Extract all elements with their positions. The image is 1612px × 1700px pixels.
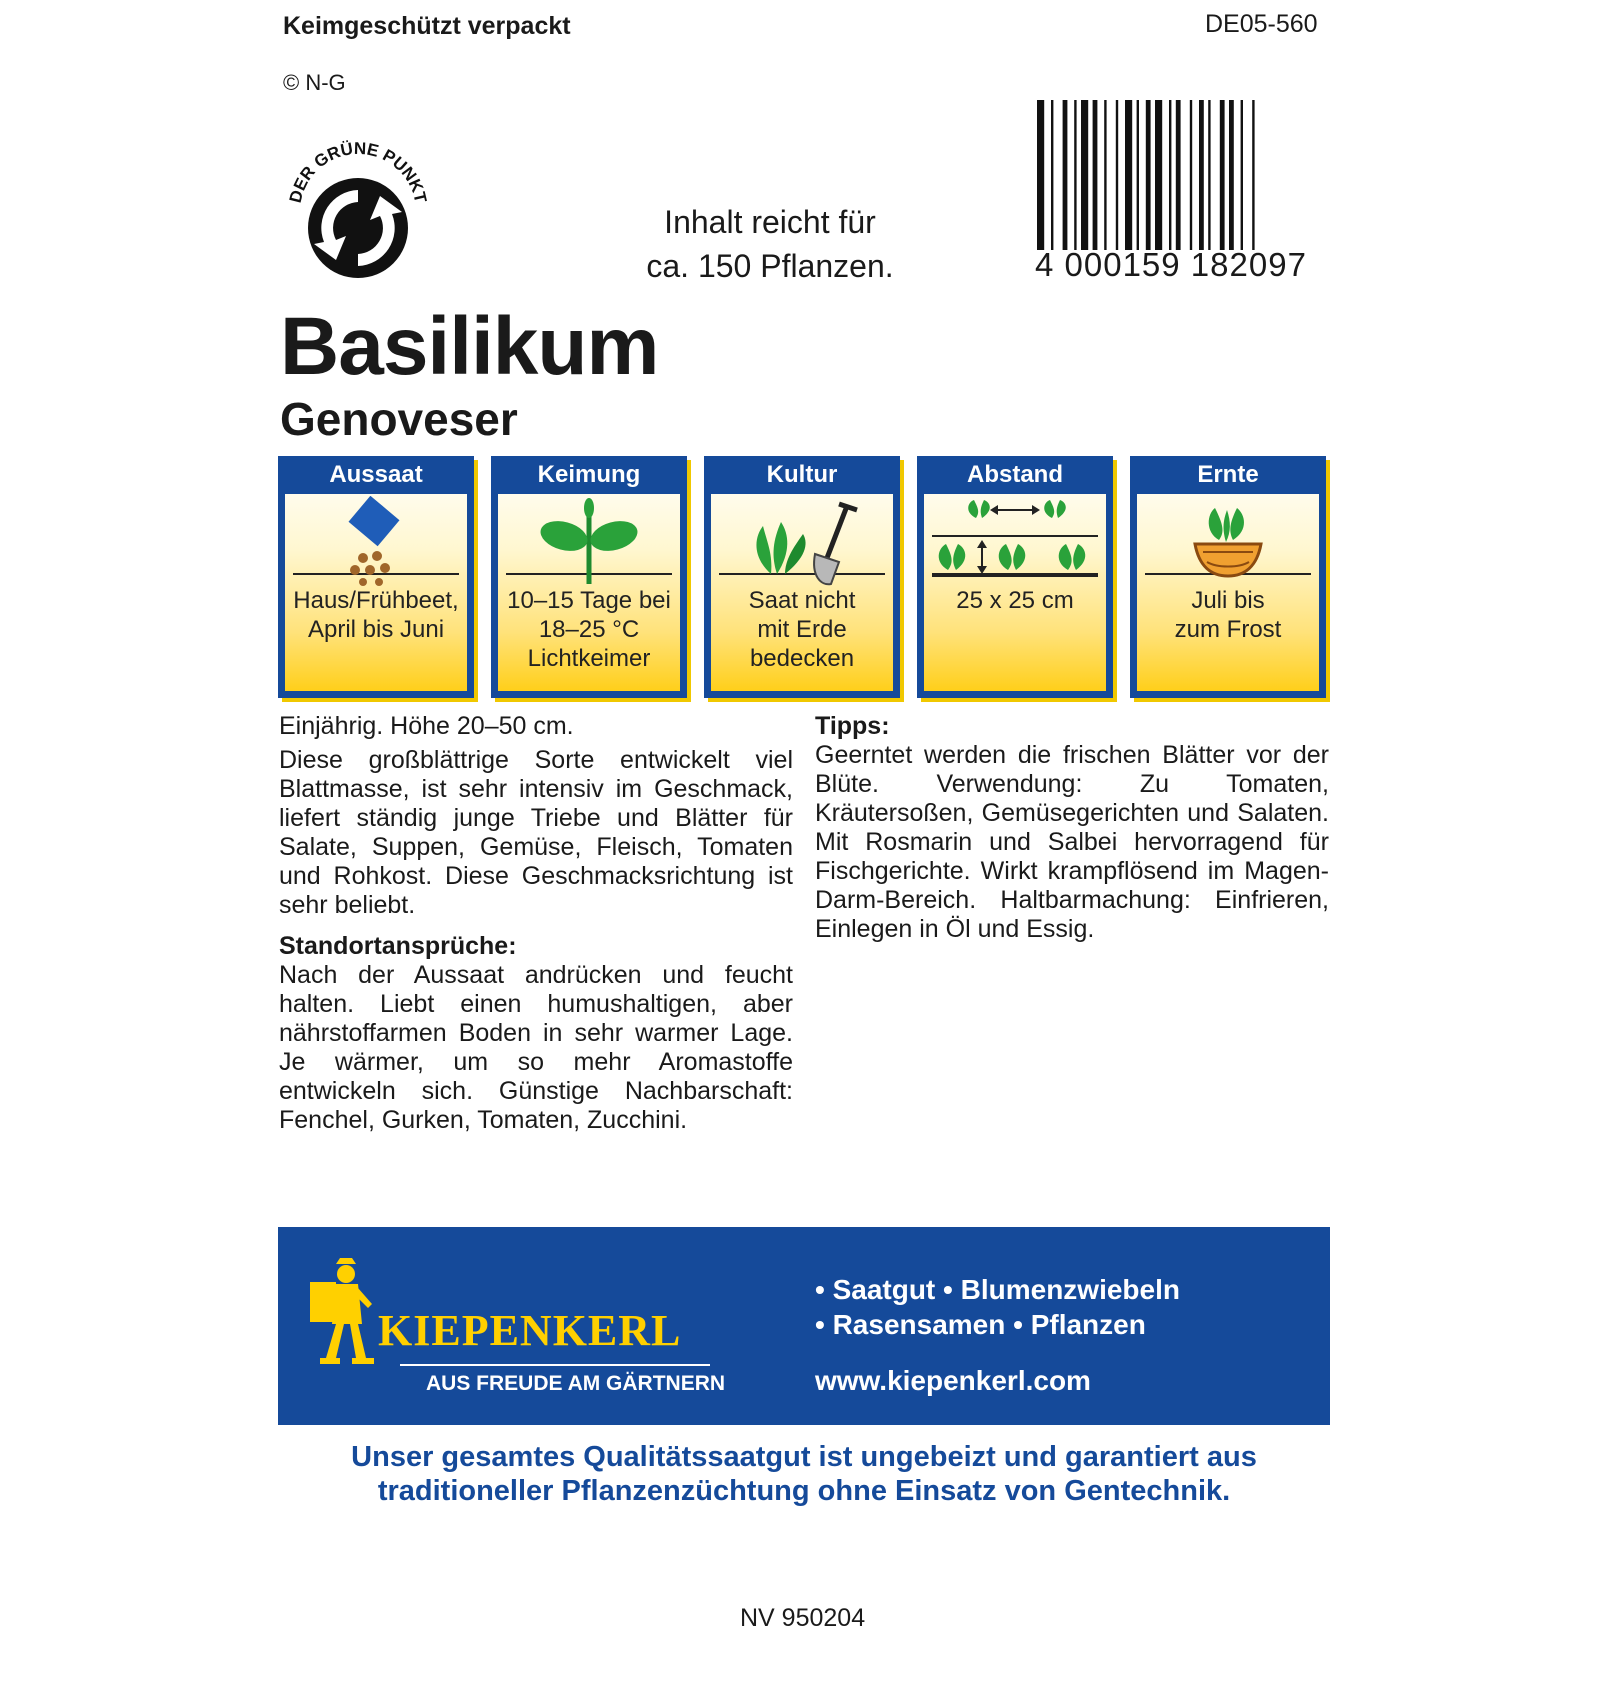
quality-line2: traditioneller Pflanzenzüchtung ohne Einsatz von Gentechnik. [377,1475,1231,1507]
seed-packet-icon [285,496,467,586]
packaging-note: Keimgeschützt verpackt [283,12,571,40]
product-name: Basilikum [280,301,659,392]
barcode-bar [1081,100,1088,250]
barcode-number: 4 000159 182097 [1035,246,1307,283]
card-kultur [704,456,900,698]
brand-products-1: • Saatgut • Blumenzwiebeln [815,1274,1180,1305]
quality-statement [278,1440,1330,1508]
card-text-line: Juli bis [1191,587,1265,614]
location-title: Standortansprüche: [279,932,517,960]
barcode-bar [1063,100,1068,250]
card-text-line: Haus/Frühbeet, [293,587,459,614]
spacing-icon [924,496,1106,586]
barcode-bar [1229,100,1234,250]
recycling-arrows-icon [308,178,408,278]
card-text [1137,586,1319,644]
barcode-bar [1137,100,1139,250]
contents-line2: ca. 150 Pflanzen. [646,248,894,284]
card-text-line: 10–15 Tage bei [507,587,671,614]
barcode-bar [1176,100,1181,250]
description-text: Diese großblättrige Sorte entwickelt viel Blattmasse, ist sehr intensiv im Geschmack, liefert ständig junge Triebe und Blätter für Salate, Suppen, Gemüse, Fleisch, Tomaten und Rohkost. Diese Geschmacksrichtung ist sehr beliebt. [279,746,793,919]
card-text-line: bedecken [749,645,855,672]
seedling-icon [498,496,680,586]
card-title: Keimung [491,456,687,494]
gruener-punkt-logo [278,130,438,290]
card-text [498,586,680,673]
card-title: Kultur [704,456,900,494]
card-text [924,586,1106,615]
barcode-bar [1074,100,1076,250]
shovel-plant-icon [711,496,893,586]
copyright: © N-G [283,70,346,95]
barcode-bar [1169,100,1171,250]
card-title: Abstand [917,456,1113,494]
card-text-line: Saat nicht [748,587,856,614]
barcode-bar [1241,100,1243,250]
card-title: Ernte [1130,456,1326,494]
product-variety: Genoveser [280,393,518,445]
barcode-bar [1208,100,1210,250]
brand-name: KIEPENKERL [378,1306,682,1355]
barcode-bar [1220,100,1225,250]
card-title: Aussaat [278,456,474,494]
card-keimung [491,456,687,698]
contents-line1: Inhalt reicht für [664,204,876,240]
card-text-line: zum Frost [1174,616,1282,643]
card-aussaat [278,456,474,698]
brand-slogan: AUS FREUDE AM GÄRTNERN [426,1372,726,1395]
article-code: DE05-560 [1205,10,1318,38]
harvest-bowl-icon [1137,496,1319,586]
card-text [285,586,467,644]
card-text-line: mit Erde [757,616,847,643]
nv-number: NV 950204 [740,1604,866,1632]
barcode-bar [1037,100,1044,250]
card-text-line: Lichtkeimer [527,645,651,672]
brand-products-2: • Rasensamen • Pflanzen [815,1309,1146,1340]
card-text-line: 25 x 25 cm [956,587,1074,614]
quality-line1: Unser gesamtes Qualitätssaatgut ist ungebeizt und garantiert aus [351,1441,1257,1473]
barcode-bar [1125,100,1132,250]
tips-title: Tipps: [815,712,890,740]
location-text: Nach der Aussaat andrücken und feucht halten. Liebt einen humushaltigen, aber nährstoffarmen Boden in sehr warmer Lage. Je wärmer, um so mehr Aromastoffe entwickeln sich. Günstige Nachbarschaft: Fenchel, Gurken, Tomaten, Zucchini. [279,961,793,1134]
card-text-line: April bis Juni [307,616,445,643]
brand-url[interactable]: www.kiepenkerl.com [815,1365,1091,1396]
tips-text: Geerntet werden die frischen Blätter vor der Blüte. Verwendung: Zu Tomaten, Kräutersoßen, Gemüsegerichten und Salaten. Mit Rosmarin und Salbei hervorragend für Fischgerichte. Wirkt krampflösend im Magen-Darm-Bereich. Haltbarmachung: Einfrieren, Einlegen in Öl und Essig. [815,741,1329,943]
barcode-bar [1199,100,1204,250]
barcode-bar [1093,100,1098,250]
card-abstand [917,456,1113,698]
barcode-bar [1146,100,1151,250]
barcode [1035,100,1325,283]
barcode-bars [1035,100,1325,250]
card-text-line: 18–25 °C [538,616,640,643]
barcode-bar [1104,100,1106,250]
barcode-bar [1051,100,1053,250]
brand-divider [400,1364,710,1366]
barcode-bar [1190,100,1192,250]
intro-text: Einjährig. Höhe 20–50 cm. [279,712,574,740]
gruener-punkt-text: DER GRÜNE PUNKT [285,138,431,205]
barcode-bar [1252,100,1254,250]
card-ernte [1130,456,1326,698]
barcode-bar [1155,100,1162,250]
contents-info [610,200,930,288]
card-text [711,586,893,673]
kiepenkerl-figure-icon [306,1258,384,1368]
barcode-bar [1116,100,1118,250]
